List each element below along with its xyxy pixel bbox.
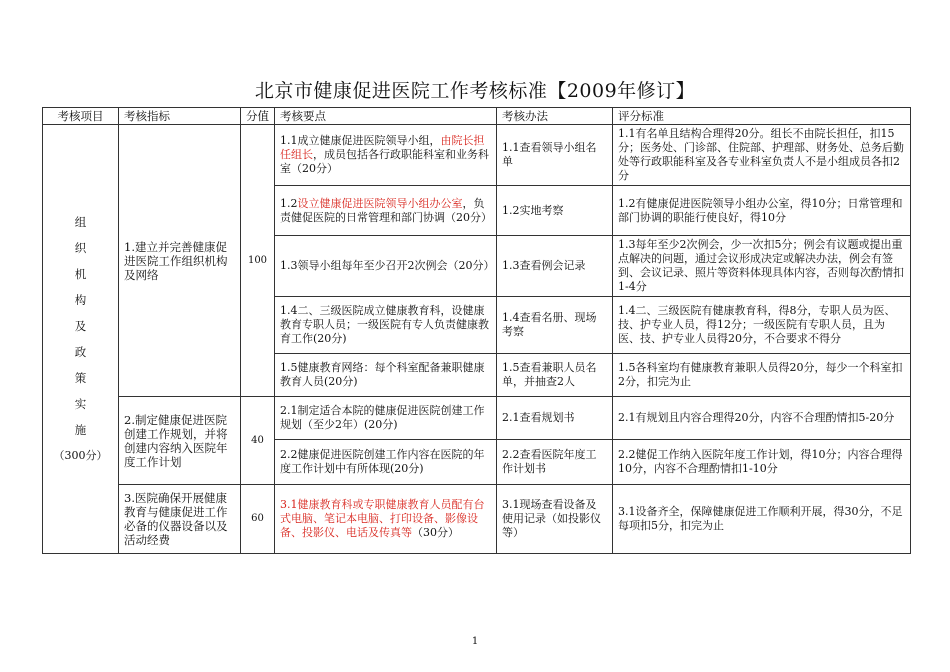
point-text: 1.1成立健康促进医院领导小组， bbox=[280, 134, 441, 147]
assessment-table bbox=[42, 107, 911, 554]
highlighted-text: 设立健康促进医院领导小组办公室 bbox=[297, 196, 463, 210]
point-text: ，负责健促医院的日常管理和部门协调（20分） bbox=[280, 196, 492, 224]
criteria-cell: 1.1有名单且结构合理得20分。组长不由院长担任，扣15分；医务处、门诊部、住院部、护理部、财务处、总务后勤处等行政职能科室及各专业科室负责人不是小组成员各扣2分 bbox=[613, 125, 911, 186]
criteria-cell: 1.2有健康促进医院领导小组办公室，得10分；日常管理和部门协调的职能行使良好，得10分 bbox=[613, 186, 911, 236]
category-char: 实 bbox=[74, 397, 87, 411]
category-cell bbox=[43, 125, 119, 554]
header-item: 考核项目 bbox=[43, 108, 119, 125]
point-text: 1.5健康教育网络：每个科室配备兼职健康教育人员(20分) bbox=[280, 361, 485, 388]
method-cell: 1.1查看领导小组名单 bbox=[497, 125, 613, 186]
point-text: 1.3领导小组每年至少召开2次例会（20分） bbox=[280, 259, 495, 272]
point-text: 2.1制定适合本院的健康促进医院创建工作规划（至少2年）(20分) bbox=[280, 404, 485, 431]
header-points: 考核要点 bbox=[275, 108, 497, 125]
category-char: 机 bbox=[74, 267, 87, 281]
header-score: 分值 bbox=[241, 108, 275, 125]
points-cell bbox=[275, 236, 497, 297]
criteria-cell: 2.2健促工作纳入医院年度工作计划，得10分；内容合理得10分，内容不合理酌情扣1-10分 bbox=[613, 440, 911, 485]
method-cell: 1.2实地考察 bbox=[497, 186, 613, 236]
category-total-score: （300分） bbox=[53, 449, 108, 462]
page-title: 北京市健康促进医院工作考核标准【2009年修订】 bbox=[254, 80, 696, 102]
header-indicator: 考核指标 bbox=[119, 108, 241, 125]
criteria-cell: 1.3每年至少2次例会，少一次扣5分；例会有议题或提出重点解决的问题，通过会议形成决定或解决办法，例会有签到、会议记录、照片等资料体现具体内容，否则每次酌情扣1-4分 bbox=[613, 236, 911, 297]
points-cell bbox=[275, 397, 497, 440]
point-text: 2.2健康促进医院创建工作内容在医院的年度工作计划中有所体现(20分) bbox=[280, 448, 485, 475]
method-cell: 3.1现场查看设备及使用记录（如投影仪等） bbox=[497, 485, 613, 554]
category-char: 组 bbox=[74, 215, 87, 229]
table-row bbox=[43, 397, 911, 440]
indicator-cell: 2.制定健康促进医院创建工作规划，并将创建内容纳入医院年度工作计划 bbox=[119, 397, 241, 485]
criteria-cell: 3.1设备齐全，保障健康促进工作顺利开展，得30分，不足每项扣5分，扣完为止 bbox=[613, 485, 911, 554]
criteria-cell: 1.4二、三级医院有健康教育科，得8分，专职人员为医、技、护专业人员，得12分；一级医院有专职人员，且为医、技、护专业人员得20分，不合要求不得分 bbox=[613, 297, 911, 354]
score-cell: 60 bbox=[241, 485, 275, 554]
criteria-cell: 2.1有规划且内容合理得20分，内容不合理酌情扣5-20分 bbox=[613, 397, 911, 440]
highlighted-text: 3.1健康教育科或专职健康教育人员配有台式电脑、笔记本电脑、打印设备、影像设备、投影仪、电话及传真等 bbox=[280, 498, 485, 539]
header-criteria: 评分标准 bbox=[613, 108, 911, 125]
score-cell: 100 bbox=[241, 125, 275, 397]
indicator-cell: 3.医院确保开展健康教育与健康促进工作必备的仪器设备以及活动经费 bbox=[119, 485, 241, 554]
category-char: 施 bbox=[74, 423, 87, 437]
points-cell bbox=[275, 485, 497, 554]
highlighted-text: 由院长担任组长 bbox=[280, 134, 485, 161]
header-method: 考核办法 bbox=[497, 108, 613, 125]
page-number: 1 bbox=[471, 636, 479, 647]
category-char: 织 bbox=[74, 241, 87, 255]
method-cell: 1.5查看兼职人员名单，并抽查2人 bbox=[497, 354, 613, 397]
point-text: ，成员包括各行政职能科室和业务科室（20分） bbox=[280, 148, 489, 175]
indicator-cell: 1.建立并完善健康促进医院工作组织机构及网络 bbox=[119, 125, 241, 397]
point-text: （30分） bbox=[412, 526, 459, 539]
points-cell bbox=[275, 186, 497, 236]
points-cell bbox=[275, 440, 497, 485]
points-cell bbox=[275, 354, 497, 397]
table-header-row bbox=[43, 108, 911, 125]
table-row bbox=[43, 485, 911, 554]
category-char: 构 bbox=[74, 293, 87, 307]
points-cell bbox=[275, 125, 497, 186]
method-cell: 1.4查看名册、现场考察 bbox=[497, 297, 613, 354]
points-cell bbox=[275, 297, 497, 354]
method-cell: 2.2查看医院年度工作计划书 bbox=[497, 440, 613, 485]
criteria-cell: 1.5各科室均有健康教育兼职人员得20分，每少一个科室扣2分，扣完为止 bbox=[613, 354, 911, 397]
category-char: 及 bbox=[74, 319, 87, 333]
method-cell: 1.3查看例会记录 bbox=[497, 236, 613, 297]
category-char: 政 bbox=[74, 345, 87, 359]
category-char: 策 bbox=[74, 371, 87, 385]
table-row bbox=[43, 125, 911, 186]
point-text: 1.4二、三级医院成立健康教育科，设健康教育专职人员；一级医院有专人负责健康教育工作(20分) bbox=[280, 304, 489, 345]
score-cell: 40 bbox=[241, 397, 275, 485]
point-text: 1.2 bbox=[280, 196, 298, 210]
method-cell: 2.1查看规划书 bbox=[497, 397, 613, 440]
